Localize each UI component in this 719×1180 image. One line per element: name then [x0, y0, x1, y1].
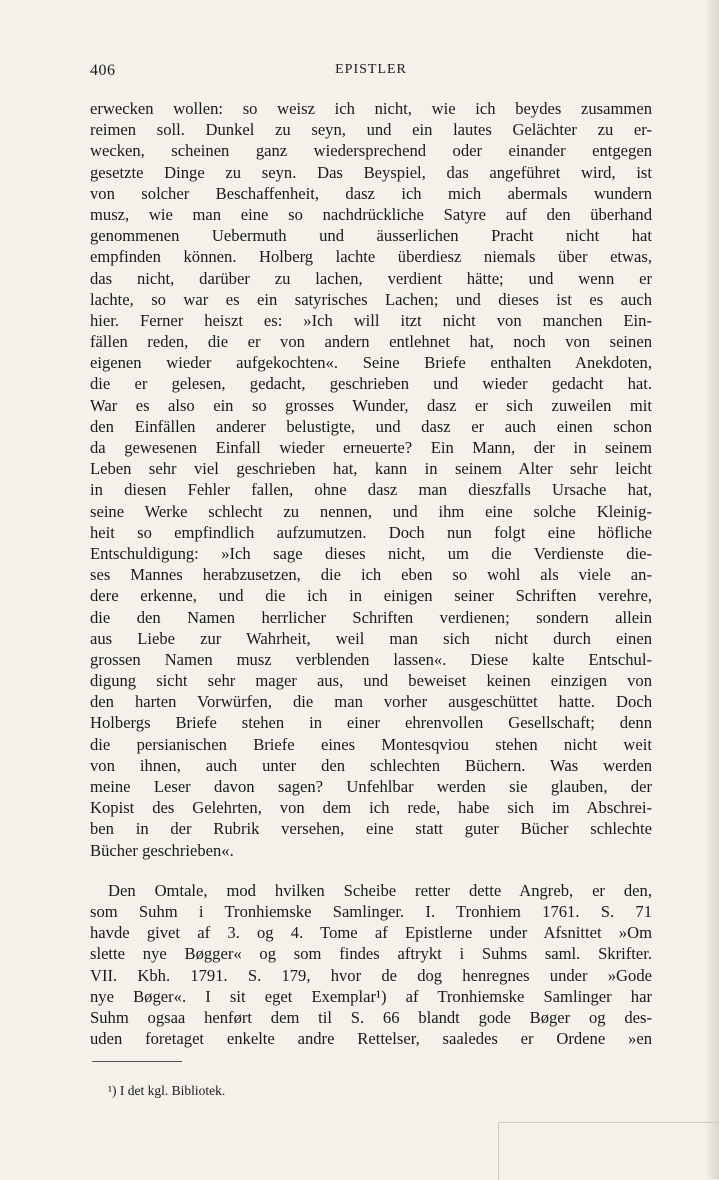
text-line: ben in der Rubrik versehen, eine statt guter Bücher schlechte [90, 819, 652, 839]
text-line: empfinden können. Holberg lachte überdiesz niemals über etwas, [90, 247, 652, 267]
text-line: ses Mannes herabzusetzen, die ich eben so wohl als viele an- [90, 565, 652, 585]
text-line: die er gelesen, gedacht, geschrieben und wieder gedacht hat. [90, 374, 652, 394]
paragraph-gap [90, 861, 652, 880]
text-line: Holbergs Briefe stehen in einer ehrenvollen Gesellschaft; denn [90, 713, 652, 733]
text-line: von ihnen, auch unter den schlechten Büchern. Was werden [90, 755, 652, 775]
text-line: heit so empfindlich aufzumutzen. Doch nun folgt eine höfliche [90, 522, 652, 542]
page-header [90, 62, 652, 82]
text-line: erwecken wollen: so weisz ich nicht, wie ich beydes zusammen [90, 99, 652, 118]
text-line: War es also ein so grosses Wunder, dasz er sich zuweilen mit [90, 395, 652, 415]
text-line: Leben sehr viel geschrieben hat, kann in seinem Alter sehr leicht [90, 459, 652, 479]
page-number: 406 [90, 62, 116, 79]
text-line: seine Werke schlecht zu nennen, und ihm eine solche Kleinig- [90, 501, 652, 521]
text-line: die den Namen herrlicher Schriften verdienen; sondern allein [90, 607, 652, 627]
text-line: meine Leser davon sagen? Unfehlbar werden sie glauben, der [90, 777, 652, 796]
text-line: slette nye Bøgger« og som findes aftrykt i Suhms saml. Skrifter. [90, 944, 652, 964]
text-line: havde givet af 3. og 4. Tome af Epistlerne under Afsnittet »Om [90, 923, 652, 943]
text-line: reimen soll. Dunkel zu seyn, und ein lautes Gelächter zu er- [90, 120, 652, 140]
text-line: den Einfällen anderer belustigte, und dasz er auch einen schon [90, 416, 652, 436]
footnote-rule [92, 1061, 182, 1062]
text-line: eigenen wieder aufgekochten«. Seine Briefe enthalten Anekdoten, [90, 353, 652, 373]
text-line: in diesen Fehler fallen, ohne dasz man dieszfalls Ursache hat, [90, 480, 652, 500]
scan-corner-mark [498, 1122, 719, 1180]
paragraph-german [90, 98, 652, 861]
text-line: Bücher geschrieben«. [90, 840, 234, 860]
page-edge-shadow [705, 0, 719, 1179]
text-line: lachte, so war es ein satyrisches Lachen; und dieses ist es auch [90, 289, 652, 309]
text-line: das nicht, darüber zu lachen, verdient hätte; und wenn er [90, 268, 652, 288]
text-line: som Suhm i Tronhiemske Samlinger. I. Tronhiem 1761. S. 71 [90, 901, 652, 921]
text-line: wecken, scheinen ganz wiedersprechend oder einander entgegen [90, 141, 652, 161]
text-line: Den Omtale, mod hvilken Scheibe retter dette Angreb, er den, [108, 880, 652, 900]
text-line: von solcher Beschaffenheit, dasz ich mich abermals wundern [90, 183, 652, 203]
text-line: die persianischen Briefe eines Montesqviou stehen nicht weit [90, 734, 652, 754]
text-line: nye Bøger«. I sit eget Exemplar¹) af Tronhiemske Samlinger har [90, 986, 652, 1006]
text-line: genommenen Uebermuth und äusserlichen Pracht nicht hat [90, 226, 652, 246]
text-line: gesetzte Dinge zu seyn. Das Beyspiel, das angeführet wird, ist [90, 162, 652, 182]
running-head: EPISTLER [335, 62, 407, 77]
text-line: aus Liebe zur Wahrheit, weil man sich nicht durch einen [90, 628, 652, 648]
text-line: musz, wie man eine so nachdrückliche Satyre auf den überhand [90, 204, 652, 224]
footnote [90, 1082, 652, 1100]
text-line: uden foretaget enkelte andre Rettelser, saaledes er Ordene »en [90, 1029, 652, 1049]
text-line: Entschuldigung: »Ich sage dieses nicht, um die Verdienste die- [90, 543, 652, 563]
text-line: den harten Vorwürfen, die man vorher ausgeschüttet hatte. Doch [90, 692, 652, 712]
text-line: digung sicht sehr mager aus, und beweiset keinen einzigen von [90, 671, 652, 691]
body-text [90, 98, 652, 1100]
text-line: Suhm ogsaa henført dem til S. 66 blandt gode Bøger og des- [90, 1007, 652, 1027]
text-line: fällen reden, die er von andern entlehnet hat, noch von seinen [90, 332, 652, 352]
paragraph-danish [90, 880, 652, 1050]
text-line: VII. Kbh. 1791. S. 179, hvor de dog henregnes under »Gode [90, 965, 652, 985]
text-line: grossen Namen musz verblenden lassen«. Diese kalte Entschul- [90, 649, 652, 669]
text-line: dere erkenne, und die ich in einigen seiner Schriften verehre, [90, 586, 652, 606]
text-line: Kopist des Gelehrten, von dem ich rede, habe sich im Abschrei- [90, 798, 652, 818]
footnote-text: I det kgl. Bibliotek. [119, 1083, 226, 1099]
footnote-marker: ¹) [108, 1083, 117, 1099]
text-line: da gewesenen Einfall wieder erneuerte? Ein Mann, der in seinem [90, 438, 652, 457]
text-line: hier. Ferner heiszt es: »Ich will itzt nicht von manchen Ein- [90, 310, 652, 330]
